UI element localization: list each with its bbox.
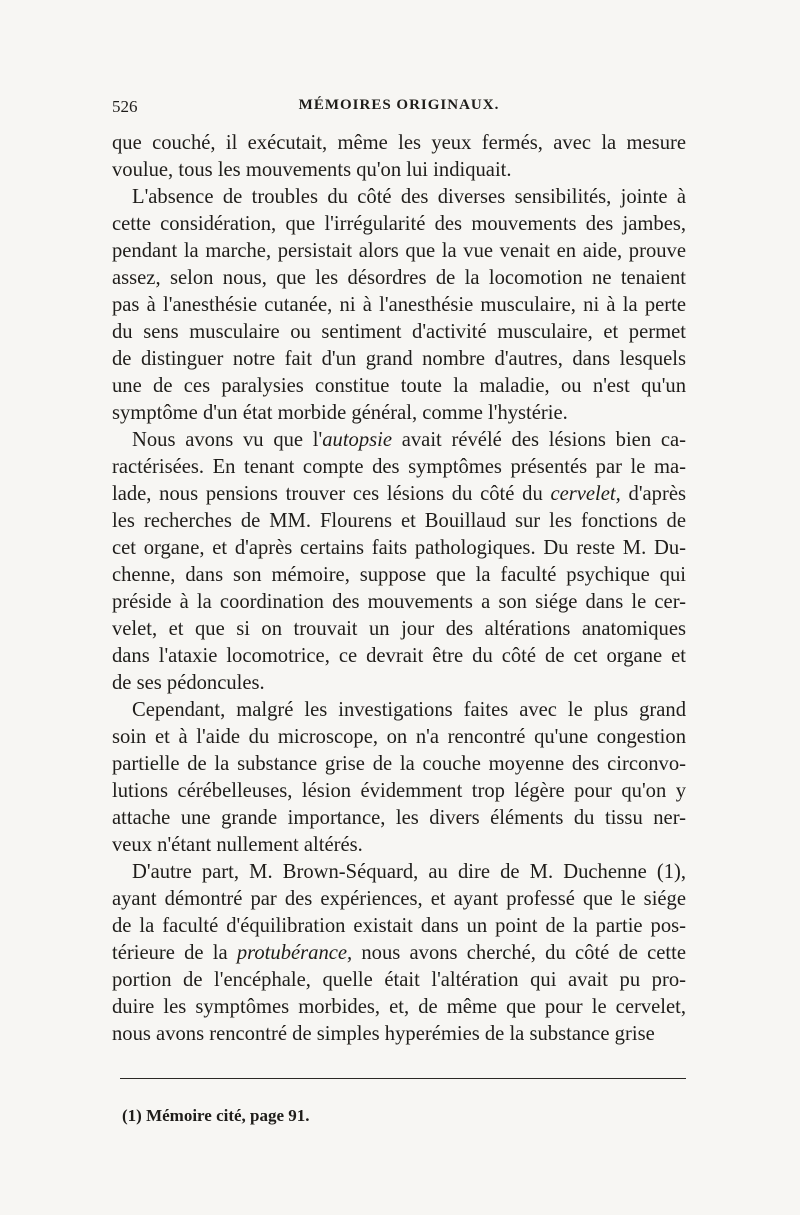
- text-line: [112, 508, 686, 535]
- text-line: [112, 454, 686, 481]
- text-run: avait révélé des lésions bien ca-: [392, 429, 686, 451]
- text-run: Cependant, malgré les investigations faites avec le plus grand: [132, 699, 686, 721]
- text-run: de distinguer notre fait d'un grand nombre d'autres, dans lesquels: [112, 348, 686, 370]
- text-run: voulue, tous les mouvements qu'on lui indiquait.: [112, 159, 512, 181]
- text-line: [112, 913, 686, 940]
- text-line: [112, 859, 686, 886]
- text-run: lutions cérébelleuses, lésion évidemment trop légère pour qu'on y: [112, 780, 686, 802]
- text-line: [112, 670, 686, 697]
- text-line: [112, 265, 686, 292]
- text-run: symptôme d'un état morbide général, comme l'hystérie.: [112, 402, 568, 424]
- text-line: [112, 805, 686, 832]
- text-run: de ses pédoncules.: [112, 672, 265, 694]
- running-title: MÉMOIRES ORIGINAUX.: [298, 97, 500, 113]
- text-line: [112, 427, 686, 454]
- text-line: [112, 697, 686, 724]
- text-line: [112, 751, 686, 778]
- text-run: portion de l'encéphale, quelle était l'altération qui avait pu pro-: [112, 969, 686, 991]
- text-line: [112, 994, 686, 1021]
- paragraph: [112, 130, 686, 184]
- text-run: cet organe, et d'après certains faits pathologiques. Du reste M. Du-: [112, 537, 686, 559]
- text-line: [112, 1021, 686, 1048]
- text-line: [112, 238, 686, 265]
- text-run: dans l'ataxie locomotrice, ce devrait être du côté de cet organe et: [112, 645, 686, 667]
- text-run: ractérisées. En tenant compte des symptômes présentés par le ma-: [112, 456, 686, 478]
- text-line: [112, 967, 686, 994]
- text-run: chenne, dans son mémoire, suppose que la faculté psychique qui: [112, 564, 686, 586]
- italic-term: autopsie: [322, 429, 393, 451]
- text-run: Nous avons vu que l': [132, 429, 323, 451]
- text-run: cette considération, que l'irrégularité des mouvements des jambes,: [112, 213, 686, 235]
- text-run: que couché, il exécutait, même les yeux fermés, avec la mesure: [112, 132, 686, 154]
- text-run: une de ces paralysies constitue toute la maladie, ou n'est qu'un: [112, 375, 686, 397]
- text-line: [112, 778, 686, 805]
- italic-term: protubérance,: [236, 942, 353, 964]
- text-line: [112, 940, 686, 967]
- text-line: [112, 130, 686, 157]
- text-run: nous avons cherché, du côté de cette: [352, 942, 686, 964]
- text-line: [112, 832, 686, 859]
- text-line: [112, 346, 686, 373]
- text-line: [112, 589, 686, 616]
- text-run: L'absence de troubles du côté des diverses sensibilités, jointe à: [132, 186, 686, 208]
- text-line: [112, 211, 686, 238]
- page-header: [112, 95, 686, 123]
- text-line: [112, 643, 686, 670]
- footnote-rule: [120, 1078, 686, 1079]
- text-run: d'après: [620, 483, 686, 505]
- text-run: D'autre part, M. Brown-Séquard, au dire de M. Duchenne (1),: [132, 861, 686, 883]
- text-run: pas à l'anesthésie cutanée, ni à l'anesthésie musculaire, ni à la perte: [112, 294, 686, 316]
- text-run: velet, et que si on trouvait un jour des altérations anatomiques: [112, 618, 686, 640]
- page-number: 526: [112, 97, 138, 116]
- body-text: [112, 130, 686, 1048]
- text-run: attache une grande importance, les divers éléments du tissu ner-: [112, 807, 686, 829]
- text-run: lade, nous pensions trouver ces lésions du côté du: [112, 483, 551, 505]
- text-run: partielle de la substance grise de la couche moyenne des circonvo-: [112, 753, 686, 775]
- text-run: les recherches de MM. Flourens et Bouillaud sur les fonctions de: [112, 510, 686, 532]
- text-run: soin et à l'aide du microscope, on n'a rencontré qu'une congestion: [112, 726, 686, 748]
- paragraph: [112, 697, 686, 859]
- paragraph: [112, 427, 686, 697]
- text-run: assez, selon nous, que les désordres de la locomotion ne tenaient: [112, 267, 686, 289]
- text-line: [112, 724, 686, 751]
- italic-term: cervelet,: [550, 483, 621, 505]
- text-run: pendant la marche, persistait alors que la vue venait en aide, prouve: [112, 240, 686, 262]
- text-line: [112, 535, 686, 562]
- text-line: [112, 184, 686, 211]
- text-line: [112, 400, 686, 427]
- paragraph: [112, 859, 686, 1048]
- text-run: nous avons rencontré de simples hyperémies de la substance grise: [112, 1023, 655, 1045]
- text-line: [112, 481, 686, 508]
- text-line: [112, 319, 686, 346]
- text-line: [112, 157, 686, 184]
- text-run: de la faculté d'équilibration existait dans un point de la partie pos-: [112, 915, 686, 937]
- text-line: [112, 886, 686, 913]
- text-run: térieure de la: [112, 942, 237, 964]
- text-run: ayant démontré par des expériences, et ayant professé que le siége: [112, 888, 686, 910]
- text-line: [112, 292, 686, 319]
- text-line: [112, 562, 686, 589]
- footnote: (1) Mémoire cité, page 91.: [122, 1106, 310, 1125]
- paragraph: [112, 184, 686, 427]
- text-run: du sens musculaire ou sentiment d'activité musculaire, et permet: [112, 321, 686, 343]
- text-run: préside à la coordination des mouvements a son siége dans le cer-: [112, 591, 686, 613]
- text-run: veux n'étant nullement altérés.: [112, 834, 363, 856]
- text-line: [112, 616, 686, 643]
- text-line: [112, 373, 686, 400]
- text-run: duire les symptômes morbides, et, de même que pour le cervelet,: [112, 996, 686, 1018]
